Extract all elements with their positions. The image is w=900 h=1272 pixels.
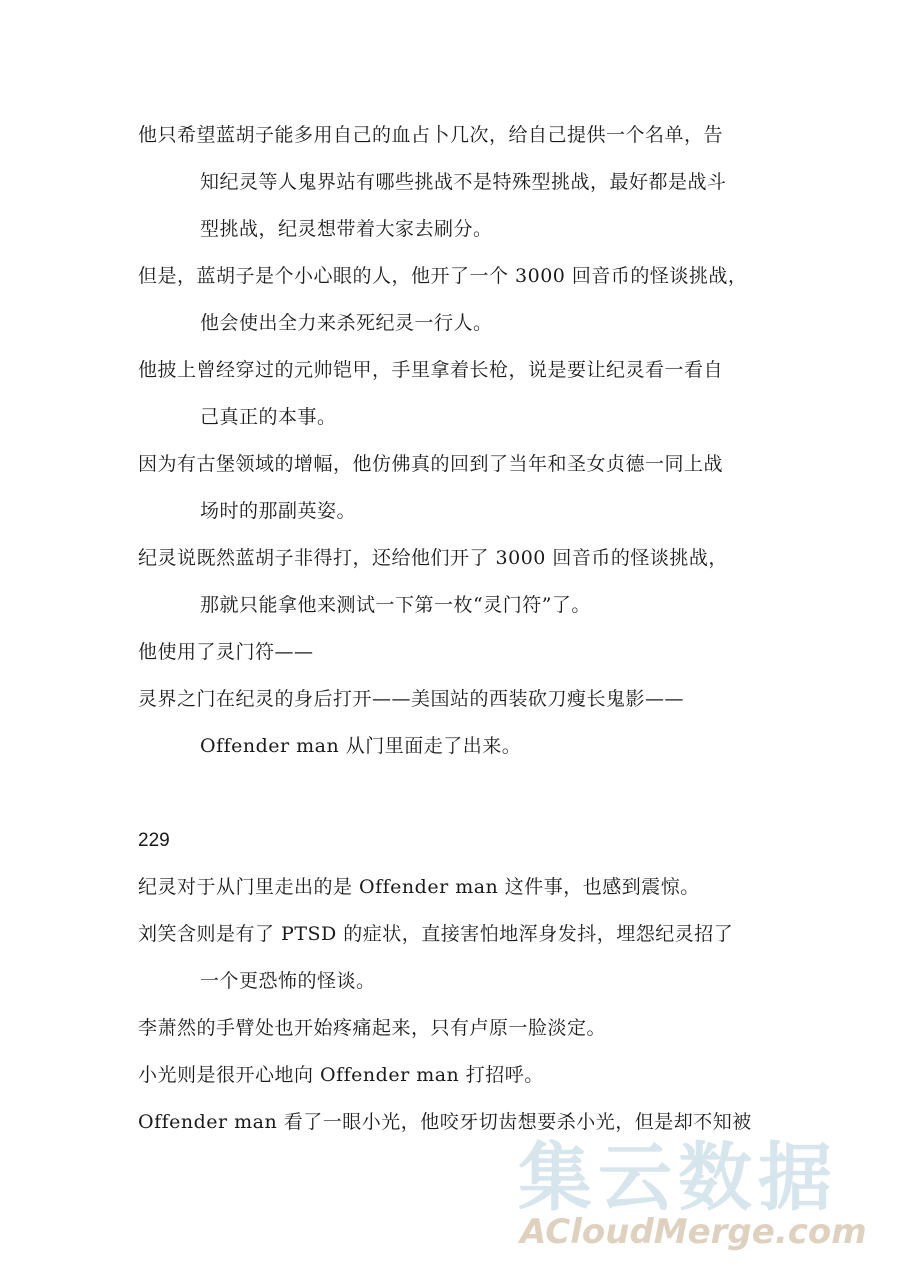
paragraph: Offender man 看了一眼小光，他咬牙切齿想要杀小光，但是却不知被 (138, 1111, 752, 1133)
paragraph: 刘笑含则是有了 PTSD 的症状，直接害怕地浑身发抖，埋怨纪灵招了 一个更恐怖的怪谈。 (138, 923, 734, 992)
paragraph: 他披上曾经穿过的元帅铠甲，手里拿着长枪，说是要让纪灵看一看自 己真正的本事。 (138, 359, 724, 428)
watermark-chinese-text: 集云数据 (518, 1135, 838, 1221)
paragraph: 他只希望蓝胡子能多用自己的血占卜几次，给自己提供一个名单，告 知纪灵等人鬼界站有哪些挑战不是特殊型挑战，最好都是战斗 型挑战，纪灵想带着大家去刷分。 (138, 124, 727, 240)
text-body (138, 112, 778, 1146)
paragraph: 纪灵说既然蓝胡子非得打，还给他们开了 3000 回音币的怪谈挑战， 那就只能拿他来测试一下第一枚“灵门符”了。 (138, 547, 728, 616)
watermark (518, 1135, 898, 1258)
chapter-number: 229 (138, 830, 170, 851)
paragraph: 小光则是很开心地向 Offender man 打招呼。 (138, 1064, 544, 1086)
paragraph: 但是，蓝胡子是个小心眼的人，他开了一个 3000 回音币的怪谈挑战， 他会使出全力来杀死纪灵一行人。 (138, 265, 748, 334)
paragraph: 李萧然的手臂处也开始疼痛起来，只有卢原一脸淡定。 (138, 1017, 607, 1039)
paragraph: 纪灵对于从门里走出的是 Offender man 这件事，也感到震惊。 (138, 876, 700, 898)
section-gap (138, 770, 778, 817)
watermark-english-text: ACloudMerge.com (520, 1212, 867, 1252)
paragraph: 灵界之门在纪灵的身后打开——美国站的西装砍刀瘦长鬼影—— Offender man 从门里面走了出来。 (138, 688, 685, 757)
paragraph: 他使用了灵门符—— (138, 641, 314, 663)
paragraph: 因为有古堡领域的增幅，他仿佛真的回到了当年和圣女贞德一同上战 场时的那副英姿。 (138, 453, 724, 522)
